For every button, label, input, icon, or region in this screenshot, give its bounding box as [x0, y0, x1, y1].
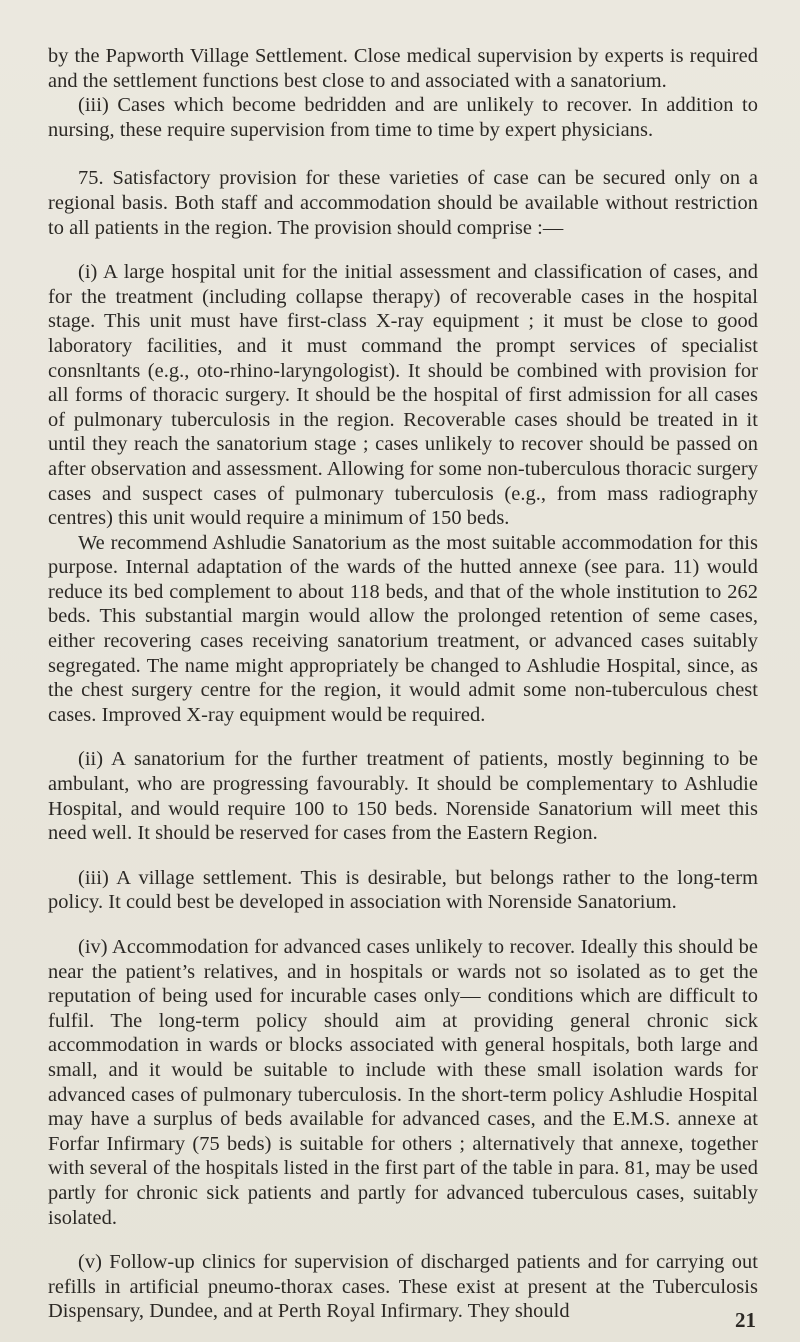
- paragraph-i-hospital-unit: (i) A large hospital unit for the initial assessment and classification of cases, and for the treatment (including collapse therapy) of recoverable cases in the hospital stage. This unit must have first-class X-ray equipment ; it must be close to good laboratory facilities, and it must command the prompt services of specialist consnltants (e.g., oto-rhino-laryngologist). It should be combined with provision for all forms of thoracic surgery. It should be the hospital of first admission for all cases of pulmonary tuberculosis in the region. Recoverable cases should be treated in it until they reach the sanatorium stage ; cases unlikely to recover should be passed on after observation and assessment. Allowing for some non-tuberculous thoracic surgery cases and suspect cases of pulmonary tuberculosis (e.g., from mass radiography centres) this unit would require a minimum of 150 beds.: [48, 261, 758, 530]
- paragraph-75: 75. Satisfactory provision for these varieties of case can be secured only on a regional basis. Both staff and accommodation should be available without restriction to all patients in the region. The provision should comprise :—: [48, 167, 758, 239]
- paragraph-iii-village-settlement: (iii) A village settlement. This is desirable, but belongs rather to the long-term policy. It could best be developed in association with Norenside Sanatorium.: [48, 866, 758, 914]
- paragraph-v-follow-up-clinics: (v) Follow-up clinics for supervision of discharged patients and for carrying out refills in artificial pneumo-thorax cases. These exist at present at the Tuberculosis Dispensary, Dundee, and at Perth Royal Infirmary. They should: [48, 1251, 758, 1323]
- paragraph-ashludie-recommendation: We recommend Ashludie Sanatorium as the most suitable accommodation for this purpose. Internal adaptation of the wards of the hutted annexe (see para. 11) would reduce its bed complement to about 118 beds, and that of the whole institution to 262 beds. This substantial margin would allow the prolonged retention of seme cases, either recovering cases receiving sanatorium treatment, or advanced cases suitably segregated. The name might appropriately be changed to Ashludie Hospital, since, as the chest surgery centre for the region, it would admit some non-tuberculous chest cases. Improved X-ray equipment would be required.: [48, 531, 758, 726]
- paragraph-iv-advanced-cases: (iv) Accommodation for advanced cases unlikely to recover. Ideally this should be near the patient’s relatives, and in hospitals or wards not so isolated as to get the reputation of being used for incurable cases only— conditions which are difficult to fulfil. The long-term policy should aim at providing general chronic sick accommodation in wards or blocks associated with general hospitals, both large and small, and it would be suitable to include with these small isolation wards for advanced cases of pulmonary tuberculosis. In the short-term policy Ashludie Hospital may have a surplus of beds available for advanced cases, and the E.M.S. annexe at Forfar Infirmary (75 beds) is suitable for others ; alternatively that annexe, together with several of the hospitals listed in the first part of the table in para. 81, may be used partly for chronic sick patients and partly for advanced tuberculous cases, suitably isolated.: [48, 936, 758, 1229]
- page-number: 21: [735, 1308, 756, 1332]
- paragraph-iii-bedridden: (iii) Cases which become bedridden and are unlikely to recover. In addition to nursing, these require supervision from time to time by expert physicians.: [48, 94, 758, 141]
- paragraph-continuation: by the Papworth Village Settlement. Close medical supervision by experts is required and the settlement functions best close to and associated with a sanatorium.: [48, 45, 758, 92]
- paragraph-ii-sanatorium: (ii) A sanatorium for the further treatment of patients, mostly beginning to be ambulant, who are progressing favourably. It should be complementary to Ashludie Hospital, and would require 100 to 150 beds. Norenside Sanatorium will meet this need well. It should be reserved for cases from the Eastern Region.: [48, 748, 758, 845]
